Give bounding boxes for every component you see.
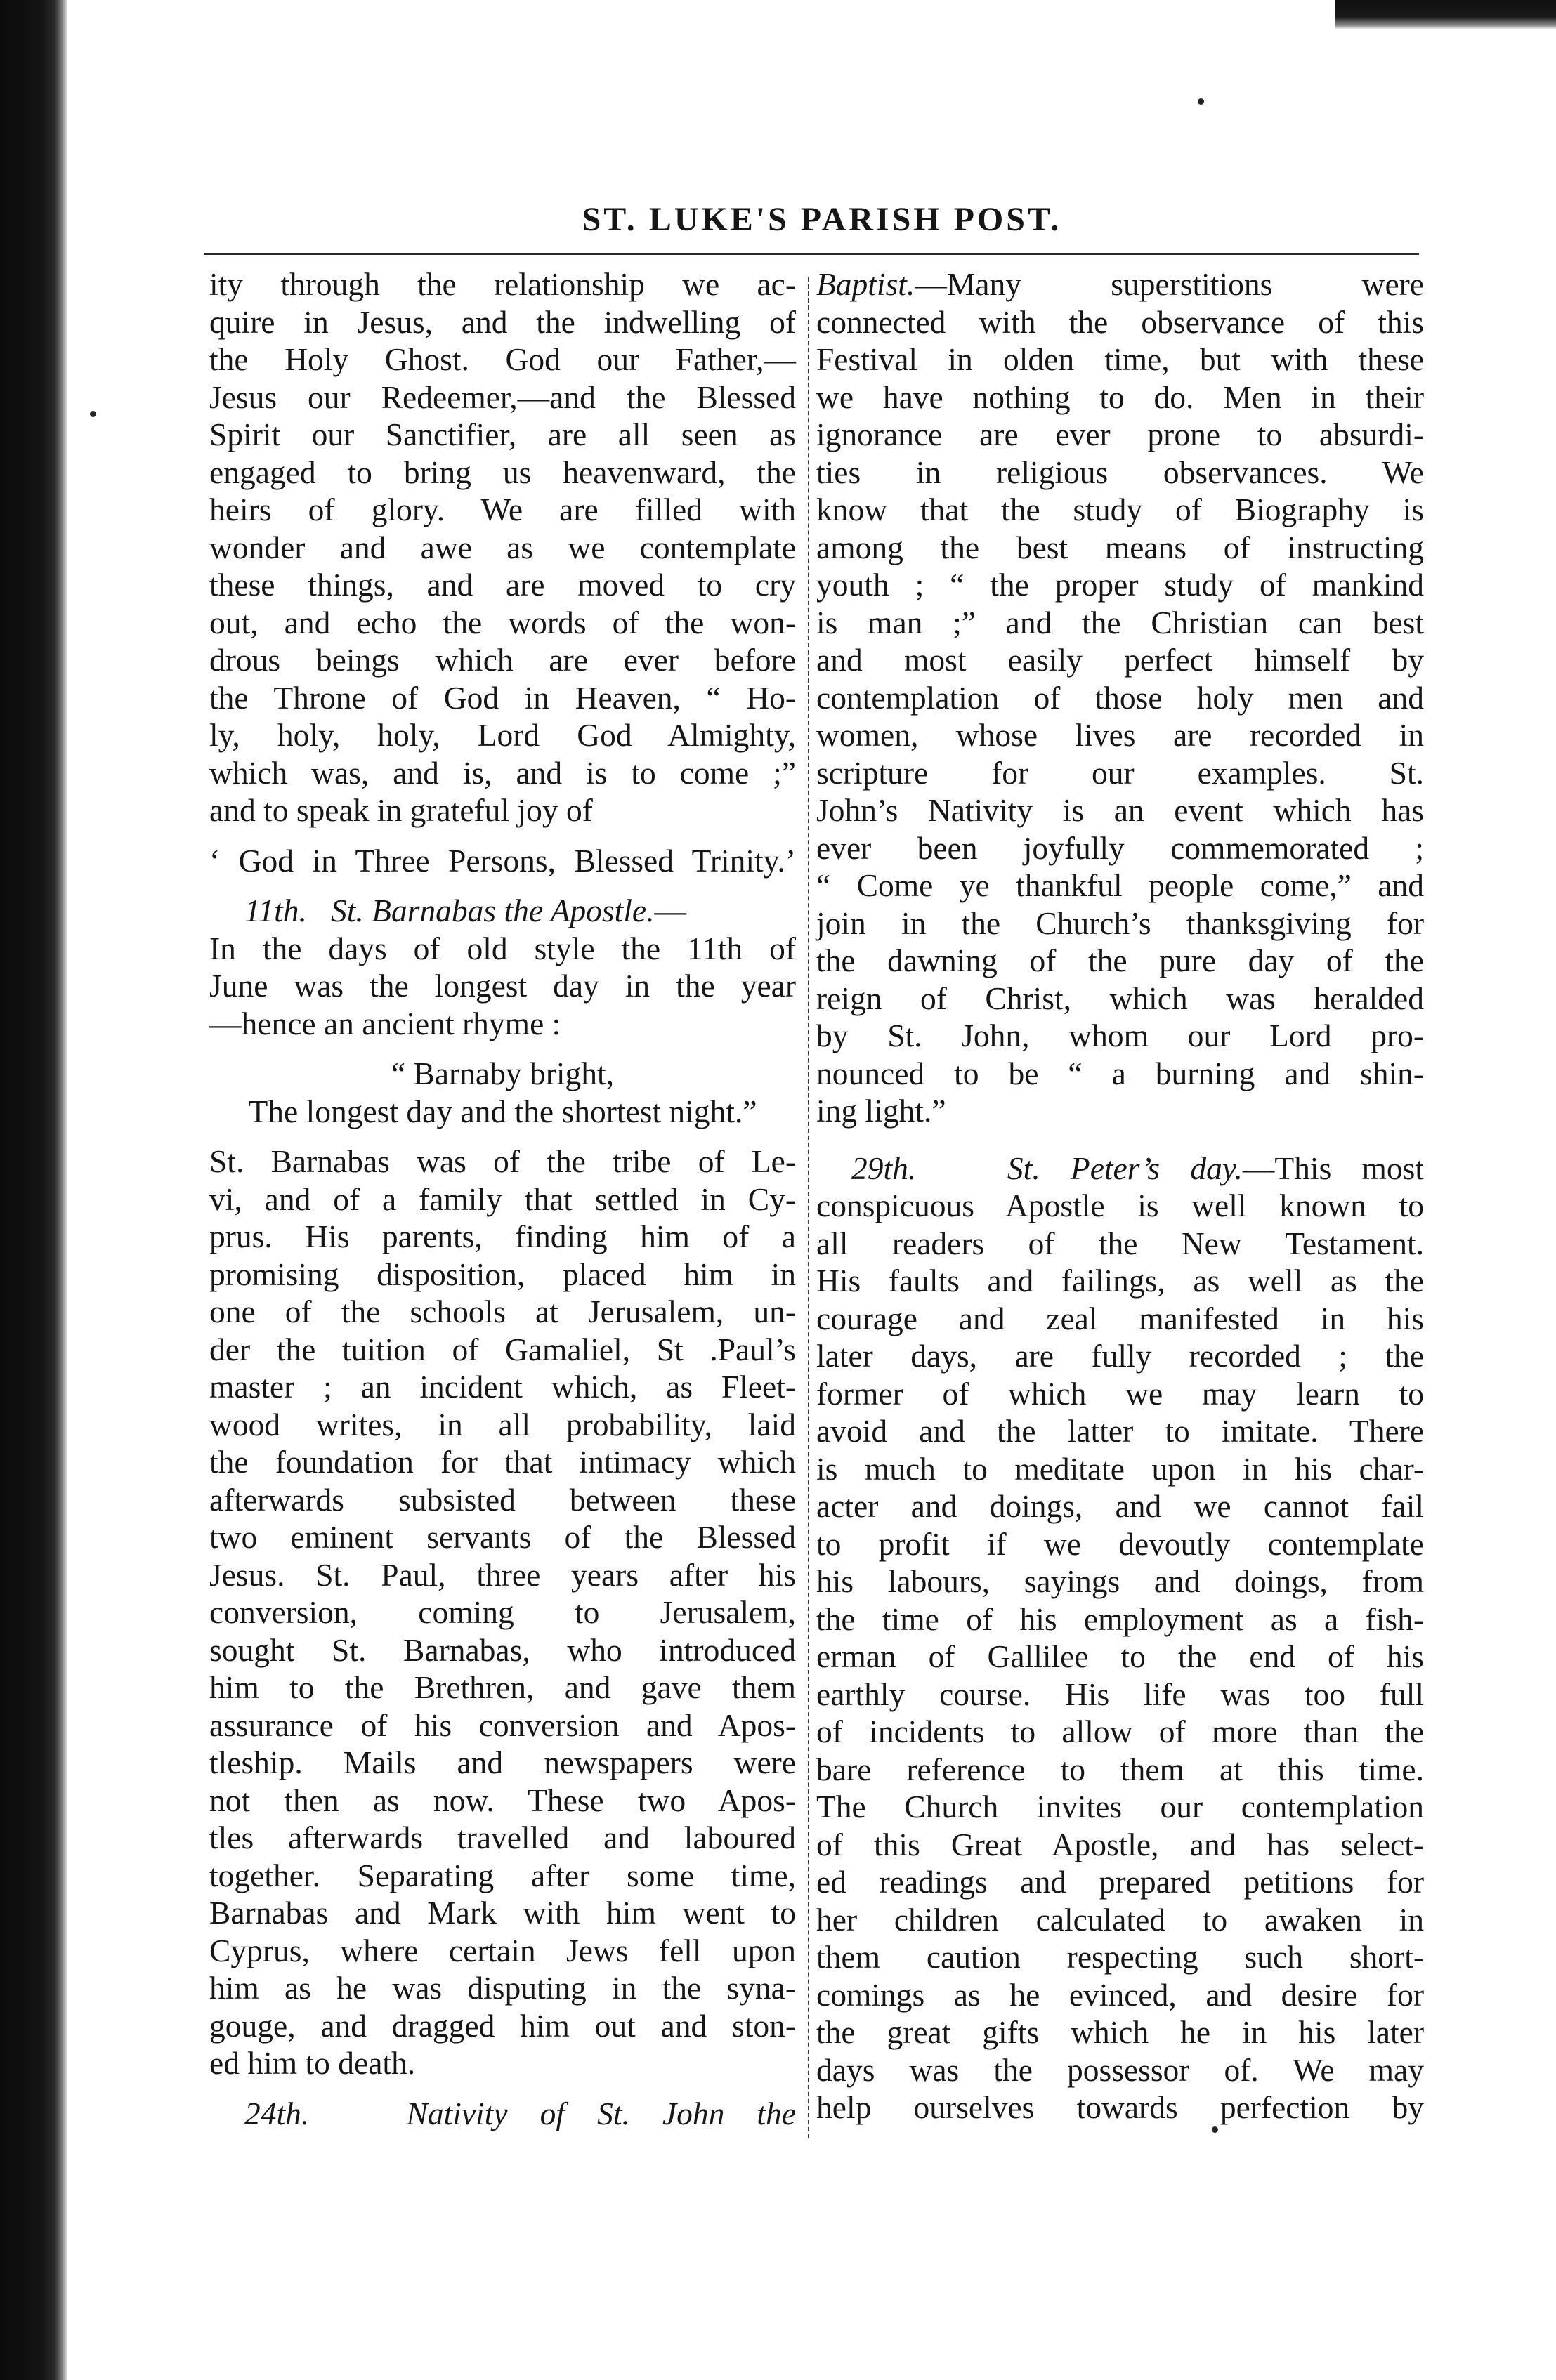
text-line: ever been joyfully commemorated ;: [816, 829, 1424, 866]
text-line: and to speak in grateful joy of: [209, 792, 593, 828]
text-line: avoid and the latter to imitate. There: [816, 1413, 1424, 1449]
text-line: not then as now. These two Apos-: [209, 1782, 796, 1818]
text-line: conversion, coming to Jerusalem,: [209, 1594, 796, 1630]
text-line: out, and echo the words of the won-: [209, 604, 796, 640]
heading-rest: —This most: [1242, 1150, 1424, 1186]
heading-dash: —: [654, 893, 686, 928]
text-line: ignorance are ever prone to absurdi-: [816, 416, 1424, 452]
text-line: help ourselves towards perfection by: [816, 2089, 1424, 2125]
text-line: St. Barnabas was of the tribe of Le-: [209, 1143, 796, 1179]
section-heading-barnabas: [209, 892, 796, 930]
scan-edge-top: [1335, 0, 1556, 29]
text-line: Jesus our Redeemer,—and the Blessed: [209, 379, 796, 415]
text-line: comings as he evinced, and desire for: [816, 1976, 1424, 2013]
text-line: erman of Gallilee to the end of his: [816, 1638, 1424, 1674]
text-line: ity through the relationship we ac-: [209, 266, 796, 302]
text-line: them caution respecting such short-: [816, 1939, 1424, 1975]
heading-day: 11th.: [244, 893, 307, 928]
text-line: is much to meditate upon in his char-: [816, 1450, 1424, 1487]
text-line: ties in religious observances. We: [816, 454, 1424, 490]
text-line: these things, and are moved to cry: [209, 567, 796, 603]
text-line: the great gifts which he in his later: [816, 2014, 1424, 2050]
text-line: Jesus. St. Paul, three years after his: [209, 1556, 796, 1593]
rhyme-line: The longest day and the shortest night.”: [248, 1093, 757, 1129]
scan-speck: [1198, 98, 1204, 105]
text-line: the Holy Ghost. God our Father,—: [209, 341, 796, 377]
text-line: prus. His parents, finding him of a: [209, 1218, 796, 1254]
text-line: “ Come ye thankful people come,” and: [816, 867, 1424, 903]
text-line: two eminent servants of the Blessed: [209, 1519, 796, 1555]
page-header-title: ST. LUKE'S PARISH POST.: [582, 201, 1062, 238]
section-continuation-baptist: [816, 265, 1424, 303]
text-line: know that the study of Biography is: [816, 492, 1424, 527]
text-line: women, whose lives are recorded in: [816, 717, 1424, 753]
text-line: her children calculated to awaken in: [816, 1901, 1424, 1938]
text-line: ing light.”: [816, 1093, 946, 1129]
text-line: drous beings which are ever before: [209, 642, 796, 678]
text-line: contemplation of those holy men and: [816, 679, 1424, 716]
text-line: his labours, sayings and doings, from: [816, 1563, 1424, 1599]
section-heading-nativity: [209, 2095, 796, 2133]
text-line: all readers of the New Testament.: [816, 1225, 1424, 1261]
text-line: and most easily perfect himself by: [816, 642, 1424, 678]
rhyme-line: “ Barnaby bright,: [391, 1056, 615, 1091]
heading-day: 24th.: [244, 2095, 310, 2131]
text-line: assurance of his conversion and Apos-: [209, 1707, 796, 1743]
left-column: [209, 265, 796, 2132]
hymn-quote-line: ‘ God in Three Persons, Blessed Trinity.’: [209, 842, 796, 879]
section-heading-peter: [816, 1150, 1424, 1188]
text-line: earthly course. His life was too full: [816, 1676, 1424, 1712]
text-line: sought St. Barnabas, who introduced: [209, 1631, 796, 1668]
text-line: the foundation for that intimacy which: [209, 1444, 796, 1480]
heading-title: St. Peter’s day.: [1007, 1150, 1243, 1186]
text-line: In the days of old style the 11th of: [209, 930, 796, 966]
text-line: one of the schools at Jerusalem, un-: [209, 1294, 796, 1329]
text-line: acter and doings, and we cannot fail: [816, 1488, 1424, 1524]
text-line: him as he was disputing in the syna-: [209, 1970, 796, 2006]
text-line: connected with the observance of this: [816, 303, 1424, 340]
text-line: tles afterwards travelled and laboured: [209, 1820, 796, 1855]
text-line: John’s Nativity is an event which has: [816, 792, 1424, 828]
text-line: vi, and of a family that settled in Cy-: [209, 1181, 796, 1217]
text-line: heirs of glory. We are filled with: [209, 492, 796, 527]
scan-speck: [1212, 2126, 1218, 2133]
text-line: together. Separating after some time,: [209, 1857, 796, 1893]
text-line: courage and zeal manifested in his: [816, 1300, 1424, 1336]
scan-edge-left: [0, 0, 67, 2380]
text-line: former of which we may learn to: [816, 1375, 1424, 1412]
right-column: [816, 265, 1424, 2126]
text-line: master ; an incident which, as Fleet-: [209, 1369, 796, 1405]
heading-title: Nativity of St. John the: [406, 2095, 796, 2131]
text-line: conspicuous Apostle is well known to: [816, 1188, 1424, 1223]
text-line: ed readings and prepared petitions for: [816, 1864, 1424, 1900]
header-rule: [204, 253, 1419, 255]
text-line: Festival in olden time, but with these: [816, 341, 1424, 377]
heading-rest: —Many superstitions were: [915, 266, 1424, 302]
text-line: afterwards subsisted between these: [209, 1481, 796, 1518]
text-line: scripture for our examples. St.: [816, 754, 1424, 791]
text-line: promising disposition, placed him in: [209, 1256, 796, 1292]
text-line: —hence an ancient rhyme :: [209, 1005, 561, 1041]
text-line: June was the longest day in the year: [209, 968, 796, 1004]
scan-speck: [90, 411, 96, 417]
text-line: der the tuition of Gamaliel, St .Paul’s: [209, 1331, 796, 1367]
text-line: bare reference to them at this time.: [816, 1751, 1424, 1787]
text-line: reign of Christ, which was heralded: [816, 980, 1424, 1016]
text-line: quire in Jesus, and the indwelling of: [209, 303, 796, 340]
text-line: wonder and awe as we contemplate: [209, 529, 796, 565]
text-line: which was, and is, and is to come ;”: [209, 754, 796, 791]
text-line: gouge, and dragged him out and ston-: [209, 2007, 796, 2044]
text-line: Spirit our Sanctifier, are all seen as: [209, 416, 796, 452]
text-line: the dawning of the pure day of the: [816, 942, 1424, 978]
column-divider: [808, 277, 809, 2138]
text-line: ed him to death.: [209, 2045, 416, 2081]
text-line: among the best means of instructing: [816, 529, 1424, 565]
text-line: is man ;” and the Christian can best: [816, 604, 1424, 640]
text-line: the time of his employment as a fish-: [816, 1600, 1424, 1637]
text-line: youth ; “ the proper study of mankind: [816, 567, 1424, 603]
text-line: days was the possessor of. We may: [816, 2051, 1424, 2088]
heading-day: 29th.: [851, 1150, 917, 1186]
text-line: engaged to bring us heavenward, the: [209, 454, 796, 490]
text-line: wood writes, in all probability, laid: [209, 1406, 796, 1442]
heading-title: Baptist.: [816, 266, 915, 302]
text-line: him to the Brethren, and gave them: [209, 1669, 796, 1705]
text-line: by St. John, whom our Lord pro-: [816, 1018, 1424, 1053]
text-line: the Throne of God in Heaven, “ Ho-: [209, 679, 796, 716]
text-line: ly, holy, holy, Lord God Almighty,: [209, 717, 796, 753]
text-line: nounced to be “ a burning and shin-: [816, 1055, 1424, 1091]
text-line: join in the Church’s thanksgiving for: [816, 905, 1424, 941]
heading-title: St. Barnabas the Apostle.: [331, 893, 655, 928]
text-line: of this Great Apostle, and has select-: [816, 1826, 1424, 1862]
text-line: Barnabas and Mark with him went to: [209, 1895, 796, 1931]
text-line: of incidents to allow of more than the: [816, 1714, 1424, 1749]
text-line: tleship. Mails and newspapers were: [209, 1744, 796, 1780]
text-line: to profit if we devoutly contemplate: [816, 1525, 1424, 1562]
text-line: we have nothing to do. Men in their: [816, 379, 1424, 415]
text-line: The Church invites our contemplation: [816, 1789, 1424, 1825]
text-line: later days, are fully recorded ; the: [816, 1338, 1424, 1374]
text-line: Cyprus, where certain Jews fell upon: [209, 1932, 796, 1968]
text-line: His faults and failings, as well as the: [816, 1263, 1424, 1299]
